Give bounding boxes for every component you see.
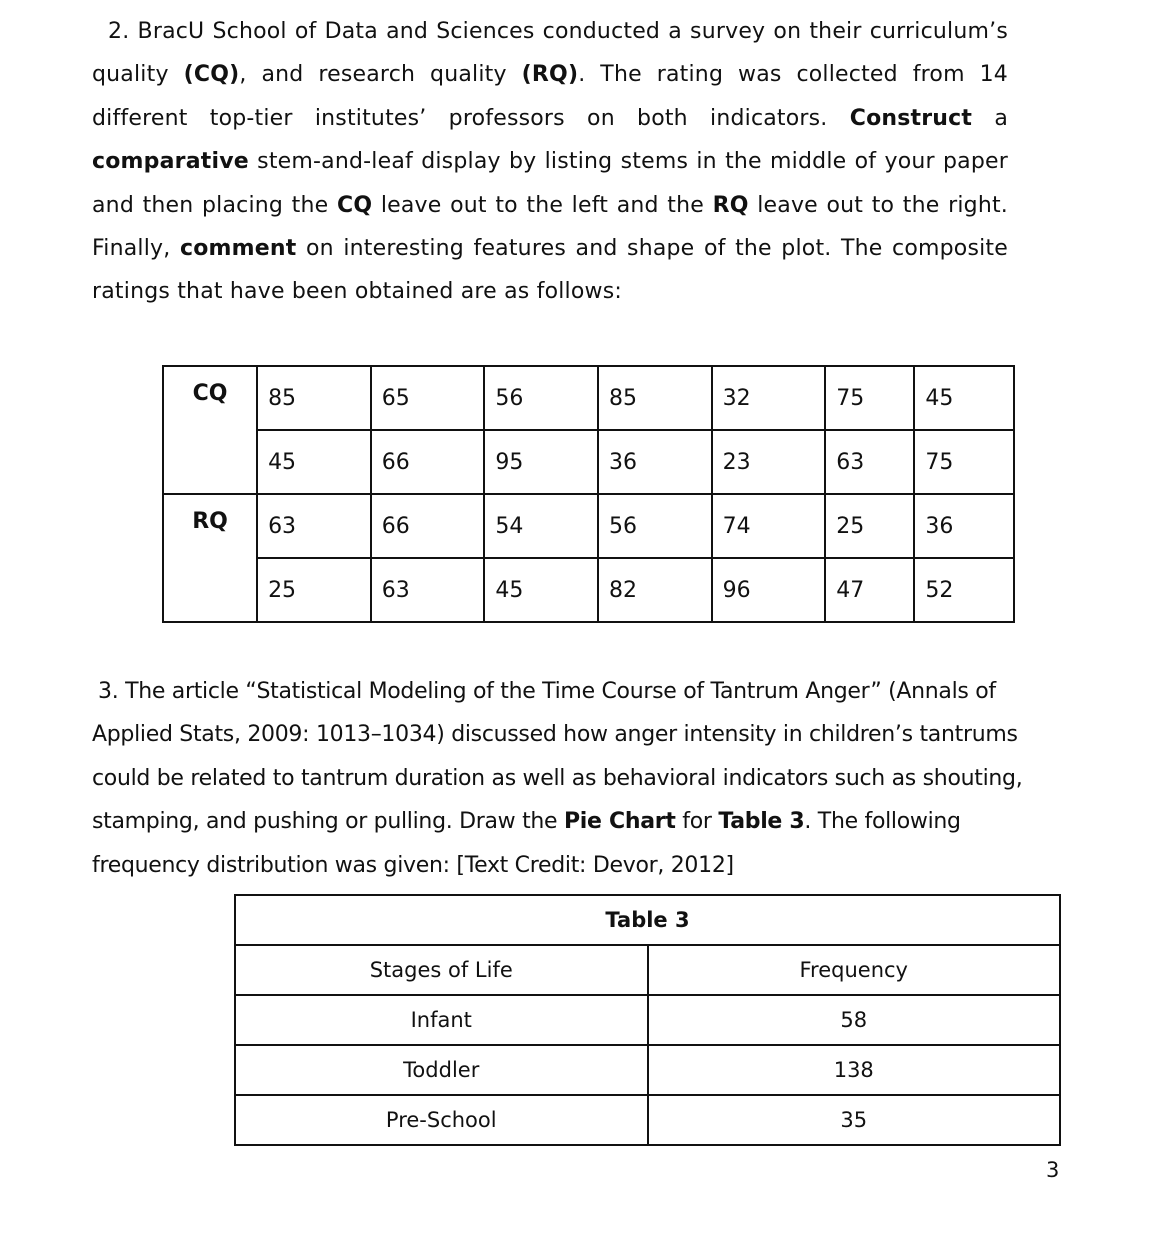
table-cell: 65 — [371, 366, 485, 430]
question-2-number: 2. — [108, 19, 130, 44]
table-cell: 47 — [825, 558, 914, 622]
table-row — [163, 430, 1014, 494]
table-title-row — [235, 895, 1060, 945]
table-cell: 56 — [484, 366, 598, 430]
table-cell: Pre-School — [235, 1095, 648, 1145]
table-cell: 23 — [712, 430, 826, 494]
table-cell: Toddler — [235, 1045, 648, 1095]
table-cell: 45 — [257, 430, 371, 494]
table-cell: 85 — [257, 366, 371, 430]
table-cell: 96 — [712, 558, 826, 622]
table-cell: 63 — [257, 494, 371, 558]
table-cell: 32 — [712, 366, 826, 430]
table-cell: 54 — [484, 494, 598, 558]
table-cell: 35 — [648, 1095, 1061, 1145]
table-cell: 66 — [371, 430, 485, 494]
table-cell: Infant — [235, 995, 648, 1045]
table-cell: 56 — [598, 494, 712, 558]
table-row — [163, 366, 1014, 430]
cq-label: CQ — [163, 366, 257, 494]
table-cell: 63 — [371, 558, 485, 622]
question-2-text: 2. BracU School of Data and Sciences conducted a survey on their curriculum’s quality (CQ), and research quality (RQ). The rating was collected from 14 different top-tier institutes’ professors on both indicators. Construct a comparative stem-and-leaf display by listing stems in the middle of your paper and then placing the CQ leave out to the left and the RQ leave out to the right. Finally, comment on interesting features and shape of the plot. The composite ratings that have been obtained are as follows: — [92, 19, 1009, 305]
table-row — [235, 995, 1060, 1045]
table-cell: 75 — [825, 366, 914, 430]
table-row — [235, 1095, 1060, 1145]
table-title: Table 3 — [235, 895, 1060, 945]
ratings-table — [162, 365, 1015, 623]
table-cell: 74 — [712, 494, 826, 558]
table-cell: 52 — [914, 558, 1014, 622]
question-3-number: 3. — [98, 679, 119, 704]
table-cell: 66 — [371, 494, 485, 558]
table-cell: 82 — [598, 558, 712, 622]
table-row — [235, 1045, 1060, 1095]
frequency-table — [234, 894, 1061, 1146]
table-cell: 63 — [825, 430, 914, 494]
column-header: Frequency — [648, 945, 1061, 995]
table-cell: 45 — [484, 558, 598, 622]
table-row — [163, 558, 1014, 622]
table-cell: 25 — [257, 558, 371, 622]
table-cell: 25 — [825, 494, 914, 558]
table-cell: 45 — [914, 366, 1014, 430]
table-cell: 95 — [484, 430, 598, 494]
table-cell: 85 — [598, 366, 712, 430]
table-row — [163, 494, 1014, 558]
table-cell: 75 — [914, 430, 1014, 494]
table-cell: 138 — [648, 1045, 1061, 1095]
table-cell: 58 — [648, 995, 1061, 1045]
column-header: Stages of Life — [235, 945, 648, 995]
rq-label: RQ — [163, 494, 257, 622]
table-header-row — [235, 945, 1060, 995]
table-cell: 36 — [598, 430, 712, 494]
question-3-text: 3. The article “Statistical Modeling of the Time Course of Tantrum Anger” (Annals of Applied Stats, 2009: 1013–1034) discussed how anger intensity in children’s tantrums could be related to tantrum duration as well as behavioral indicators such as shouting, stamping, and pushing or pulling. Draw the Pie Chart for Table 3. The following frequency distribution was given: [Text Credit: Devor, 2012] — [92, 679, 1023, 878]
table-cell: 36 — [914, 494, 1014, 558]
page-number: 3 — [1046, 1158, 1060, 1182]
